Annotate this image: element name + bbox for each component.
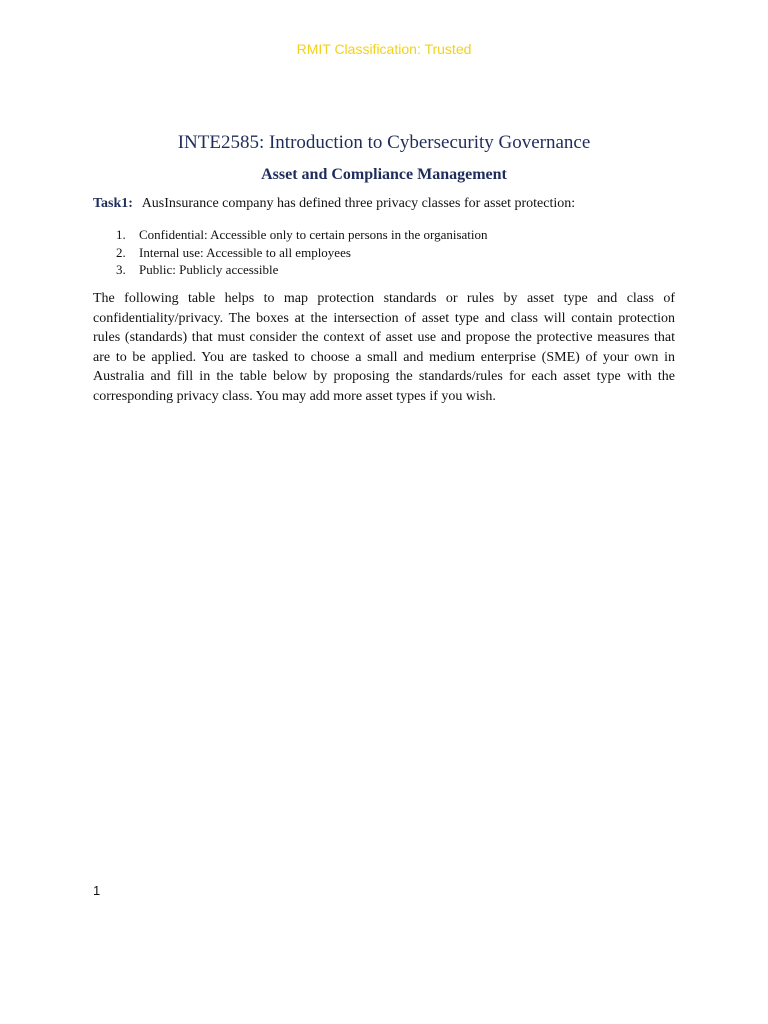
classification-header: RMIT Classification: Trusted [296,41,472,57]
body-paragraph: The following table helps to map protection standards or rules by asset type and class of confidentiality/privacy. The boxes at the intersection of asset type and class will contain protection rules (standards) that must consider the context of asset use and propose the protective measures that are to be applied. You are tasked to choose a small and medium enterprise (SME) of your own in Australia and fill in the table below by proposing the standards/rules for each asset type with the corresponding privacy class. You may add more asset types if you wish. [93,291,675,404]
document-title: INTE2585: Introduction to Cybersecurity Governance [177,132,591,153]
list-item-number: 1. [116,227,126,242]
task-intro [93,196,683,212]
list-item-text: Internal use: Accessible to all employees [139,244,351,260]
task-label: Task1: [93,196,133,211]
list-item-text: Confidential: Accessible only to certain persons in the organisation [139,227,488,242]
list-item [116,261,676,279]
list-item [116,226,676,244]
list-item [116,244,676,262]
list-item-text: Public: Publicly accessible [139,262,279,277]
task-text: AusInsurance company has defined three privacy classes for asset protection: [141,196,576,211]
document-subtitle: Asset and Compliance Management [261,166,507,183]
privacy-class-list [116,226,676,279]
list-item-number: 2. [116,244,126,260]
page-number: 1 [93,883,101,898]
list-item-number: 3. [116,262,126,277]
